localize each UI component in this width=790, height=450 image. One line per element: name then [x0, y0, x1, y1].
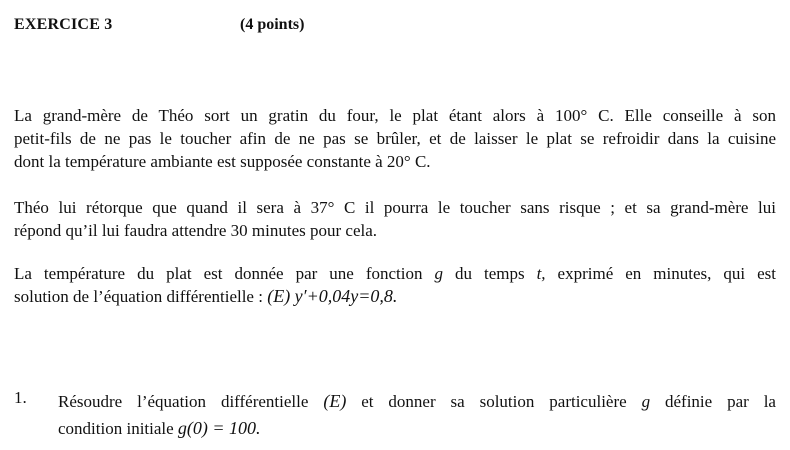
text-line: Théo lui rétorque que quand il sera à 37° C il pourra le toucher sans risque ; et sa grand-mère lui [14, 198, 776, 217]
text-fragment: et donner sa solution particulière [346, 392, 642, 411]
text-fragment: Résoudre l’équation différentielle [58, 392, 324, 411]
exercise-points: (4 points) [240, 16, 305, 33]
question-1 [58, 388, 776, 442]
paragraph-theo [14, 196, 776, 242]
text-line: répond qu’il lui faudra attendre 30 minutes pour cela. [14, 221, 378, 240]
text-line [58, 415, 776, 442]
paragraph-function [14, 262, 776, 308]
text-fragment: du temps [442, 264, 537, 283]
text-fragment: La température du plat est donnée par une fonction [14, 264, 435, 283]
text-fragment: exprimé en minutes, qui est [545, 264, 776, 283]
text-line [14, 262, 776, 285]
exercise-header [14, 16, 774, 38]
function-symbol: g [641, 392, 651, 411]
exercise-title: EXERCICE 3 [14, 16, 113, 33]
text-line [58, 388, 776, 415]
text-line: petit-fils de ne pas le toucher afin de ne pas se brûler, et de laisser le plat se refroidir dans la cuisine [14, 129, 776, 148]
text-fragment: solution de l’équation différentielle : [14, 287, 268, 306]
text-fragment: définie par la [650, 392, 776, 411]
text-fragment: condition initiale [58, 419, 178, 438]
text-line: dont la température ambiante est supposée constante à 20° C. [14, 152, 431, 171]
equation-label: (E) [323, 391, 347, 411]
function-symbol: g [434, 264, 443, 283]
time-symbol: t, [536, 264, 546, 283]
differential-equation: (E) y′+0,04y=0,8. [267, 286, 398, 306]
question-number: 1. [14, 388, 27, 407]
text-line: La grand-mère de Théo sort un gratin du four, le plat étant alors à 100° C. Elle conseille à son [14, 106, 776, 125]
paragraph-intro [14, 104, 776, 173]
text-line [14, 285, 776, 308]
initial-condition: g(0) = 100. [177, 418, 261, 438]
